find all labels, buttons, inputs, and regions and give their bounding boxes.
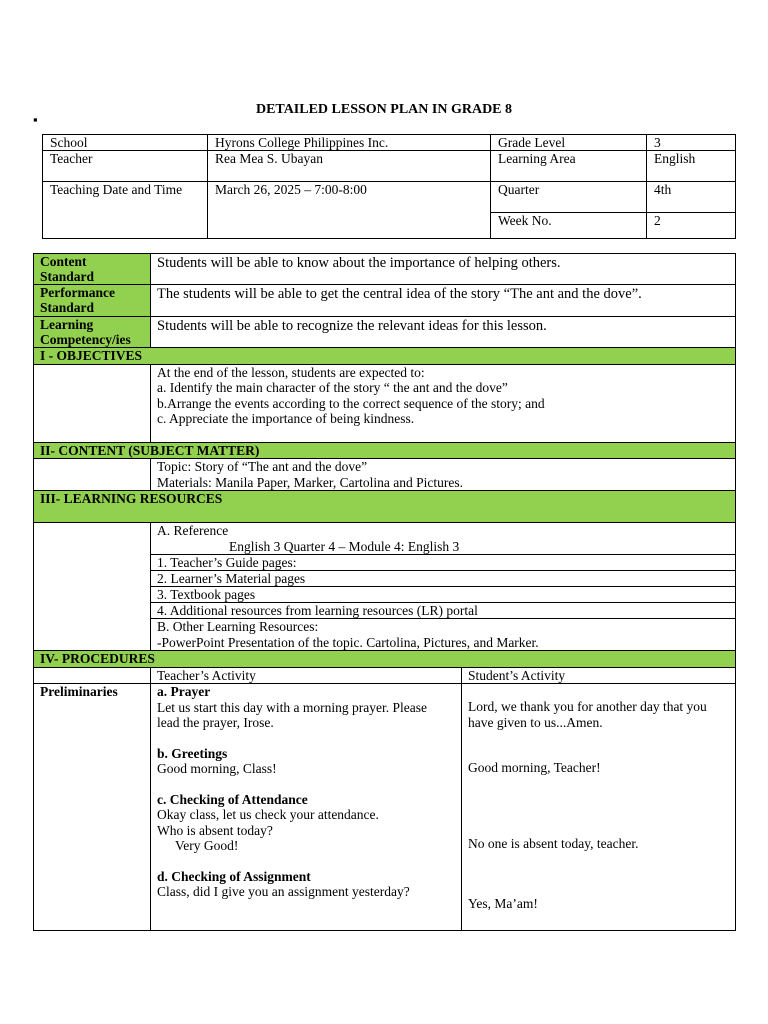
other-resources-label: B. Other Learning Resources:	[157, 619, 319, 634]
preliminaries-label: Preliminaries	[34, 684, 151, 931]
attendance-teacher-line: Very Good!	[175, 838, 239, 853]
quarter-value: 4th	[647, 182, 736, 213]
attendance-student-line: No one is absent today, teacher.	[468, 835, 639, 851]
content-materials: Materials: Manila Paper, Marker, Cartolina and Pictures.	[157, 474, 463, 490]
content-standard-label: Content Standard	[34, 254, 151, 285]
greetings-heading: b. Greetings	[157, 745, 228, 761]
bullet-mark: ▪	[33, 112, 38, 127]
resource-item: 3. Textbook pages	[151, 587, 736, 603]
resource-item: 1. Teacher’s Guide pages:	[151, 555, 736, 571]
resource-item: 4. Additional resources from learning resources (LR) portal	[151, 603, 736, 619]
lesson-plan-table	[33, 253, 736, 931]
page-title: DETAILED LESSON PLAN IN GRADE 8	[255, 102, 513, 117]
date-value: March 26, 2025 – 7:00-8:00	[208, 182, 491, 239]
reference-value: English 3 Quarter 4 – Module 4: English 3	[229, 538, 460, 554]
teacher-activity-body	[151, 684, 462, 931]
resource-item: 2. Learner’s Material pages	[151, 571, 736, 587]
procedures-heading: IV- PROCEDURES	[34, 651, 736, 668]
reference-label: A. Reference	[157, 523, 229, 538]
performance-standard-value: The students will be able to get the central idea of the story “The ant and the dove”.	[151, 285, 736, 317]
content-heading: II- CONTENT (SUBJECT MATTER)	[34, 442, 736, 459]
content-standard-value: Students will be able to know about the importance of helping others.	[151, 254, 736, 285]
assignment-heading: d. Checking of Assignment	[157, 868, 311, 884]
resources-heading: III- LEARNING RESOURCES	[34, 491, 736, 523]
objectives-intro: At the end of the lesson, students are expected to:	[157, 364, 425, 380]
prayer-student-line: have given to us...Amen.	[468, 714, 603, 730]
prayer-heading: a. Prayer	[157, 684, 211, 699]
other-resources-cell	[151, 619, 736, 651]
competency-value: Students will be able to recognize the relevant ideas for this lesson.	[151, 317, 736, 348]
learning-area-value: English	[647, 151, 736, 182]
lesson-info-table	[42, 134, 736, 239]
prayer-teacher-line: lead the prayer, Irose.	[157, 715, 274, 730]
week-label: Week No.	[491, 213, 647, 239]
student-activity-body	[462, 684, 736, 931]
objective-item: b.Arrange the events according to the correct sequence of the story; and	[157, 395, 545, 411]
content-topic: Topic: Story of “The ant and the dove”	[157, 459, 368, 474]
assignment-teacher-line: Class, did I give you an assignment yesterday?	[157, 884, 410, 899]
learning-area-label: Learning Area	[491, 151, 647, 182]
attendance-teacher-line: Who is absent today?	[157, 822, 273, 838]
school-label: School	[43, 135, 208, 151]
reference-cell	[151, 523, 736, 555]
teacher-value: Rea Mea S. Ubayan	[208, 151, 491, 182]
grade-level-label: Grade Level	[491, 135, 647, 151]
prayer-student-line: Lord, we thank you for another day that you	[468, 699, 707, 714]
student-activity-header: Student’s Activity	[462, 667, 736, 684]
grade-level-value: 3	[647, 135, 736, 151]
date-label: Teaching Date and Time	[43, 182, 208, 239]
objectives-body	[151, 364, 736, 442]
content-body	[151, 459, 736, 491]
attendance-teacher-line: Okay class, let us check your attendance.	[157, 807, 379, 822]
teacher-label: Teacher	[43, 151, 208, 182]
greetings-student-line: Good morning, Teacher!	[468, 760, 601, 775]
attendance-heading: c. Checking of Attendance	[157, 791, 308, 807]
objective-item: a. Identify the main character of the story “ the ant and the dove”	[157, 380, 508, 395]
competency-label: Learning Competency/ies	[34, 317, 151, 348]
objectives-heading: I - OBJECTIVES	[34, 348, 736, 365]
performance-standard-label: Performance Standard	[34, 285, 151, 317]
quarter-label: Quarter	[491, 182, 647, 213]
week-value: 2	[647, 213, 736, 239]
teacher-activity-header: Teacher’s Activity	[151, 667, 462, 684]
assignment-student-line: Yes, Ma’am!	[468, 896, 538, 911]
prayer-teacher-line: Let us start this day with a morning prayer. Please	[157, 699, 427, 715]
other-resources-value: -PowerPoint Presentation of the topic. Cartolina, Pictures, and Marker.	[157, 634, 539, 650]
greetings-teacher-line: Good morning, Class!	[157, 761, 277, 776]
school-value: Hyrons College Philippines Inc.	[208, 135, 491, 151]
objective-item: c. Appreciate the importance of being kindness.	[157, 411, 415, 426]
